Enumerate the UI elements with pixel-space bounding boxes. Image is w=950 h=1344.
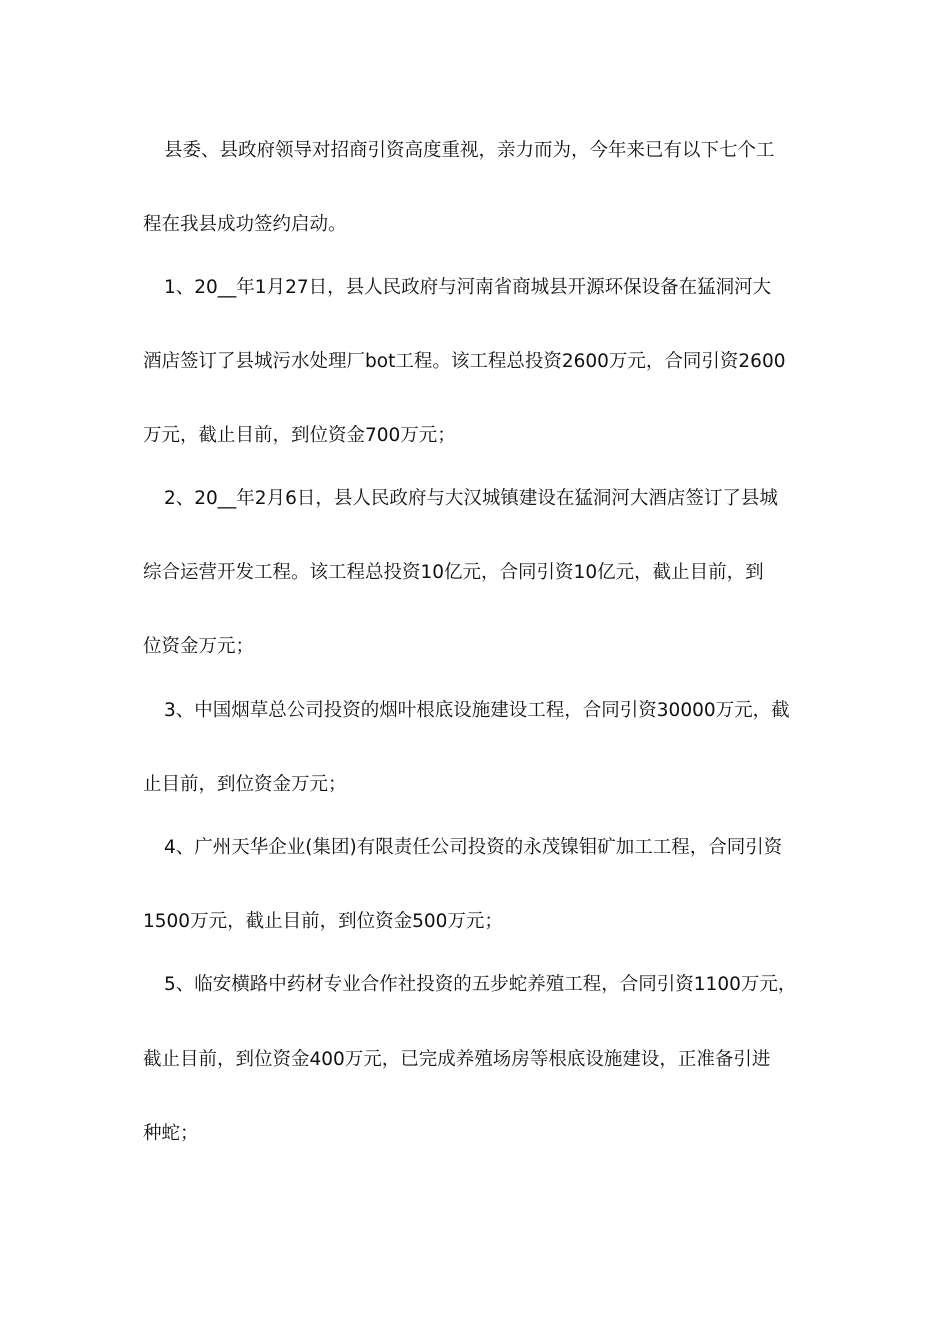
item-5-line-1: 5、临安横路中药材专业合作社投资的五步蛇养殖工程，合同引资1100万元，	[164, 974, 797, 995]
item-5-line-3: 种蛇；	[143, 1123, 199, 1144]
paragraph-intro-line-2: 程在我县成功签约启动。	[143, 214, 347, 235]
item-2-line-2: 综合运营开发工程。该工程总投资10亿元，合同引资10亿元，截止目前，到	[143, 562, 764, 583]
item-1-line-3: 万元，截止目前，到位资金700万元；	[143, 425, 456, 446]
item-5-line-2: 截止目前，到位资金400万元，已完成养殖场房等根底设施建设，正准备引进	[143, 1049, 771, 1070]
item-3-line-1: 3、中国烟草总公司投资的烟叶根底设施建设工程，合同引资30000万元，截	[164, 700, 790, 721]
item-1-line-2: 酒店签订了县城污水处理厂bot工程。该工程总投资2600万元，合同引资2600	[143, 351, 786, 372]
item-4-line-1: 4、广州天华企业(集团)有限责任公司投资的永茂镍钼矿加工工程，合同引资	[164, 837, 783, 858]
item-3-line-2: 止目前，到位资金万元；	[143, 774, 347, 795]
item-2-line-3: 位资金万元；	[143, 636, 255, 657]
paragraph-intro-line-1: 县委、县政府领导对招商引资高度重视，亲力而为，今年来已有以下七个工	[164, 140, 775, 161]
item-1-line-1: 1、20__年1月27日，县人民政府与河南省商城县开源环保设备在猛洞河大	[164, 277, 772, 298]
item-2-line-1: 2、20__年2月6日，县人民政府与大汉城镇建设在猛洞河大酒店签订了县城	[164, 488, 778, 509]
item-4-line-2: 1500万元，截止目前，到位资金500万元；	[143, 911, 503, 932]
